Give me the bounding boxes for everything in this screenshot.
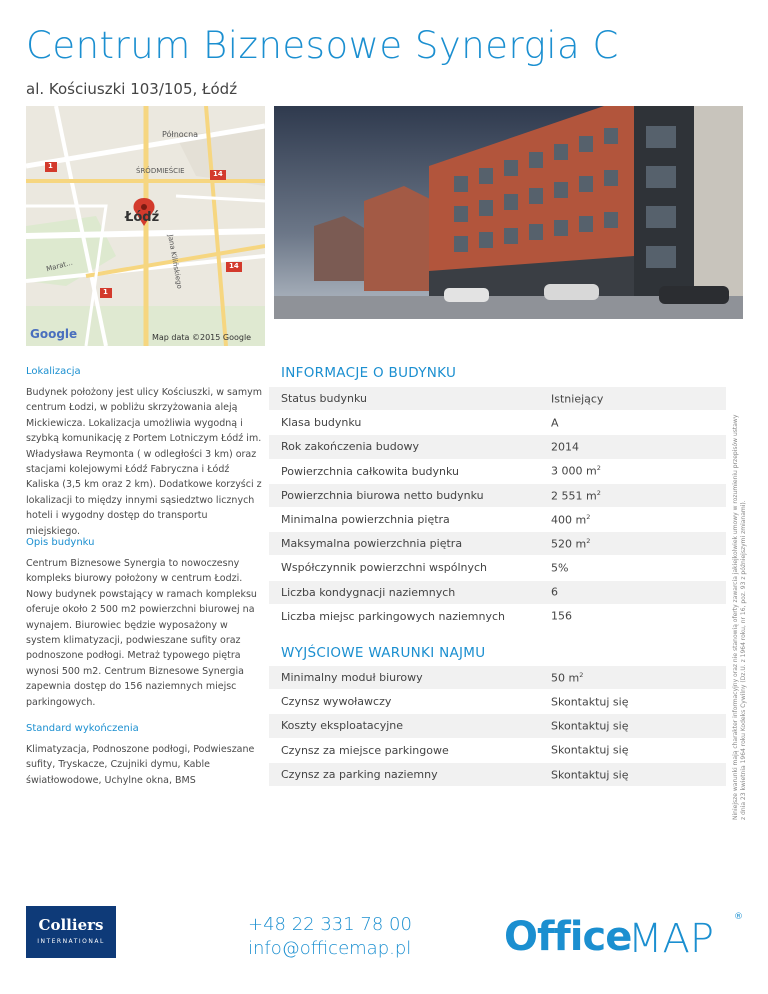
map-graphic (26, 106, 265, 346)
google-logo: Google (30, 327, 78, 341)
map-road-14b: 14 (229, 262, 239, 270)
row-value: 156 (551, 610, 572, 624)
row-label: Klasa budynku (281, 416, 362, 430)
row-label: Maksymalna powierzchnia piętra (281, 537, 463, 551)
row-value: Skontaktuj się (551, 695, 629, 709)
row-value: 5% (551, 561, 569, 575)
colliers-logo-sub: INTERNATIONAL (37, 938, 105, 945)
row-value: 3 000 $m^2$ (551, 464, 601, 478)
row-value: Istniejący (551, 392, 604, 406)
officemap-logo (500, 912, 750, 972)
row-value: 6 (551, 585, 558, 599)
map-label-marat: Marat... (45, 258, 74, 274)
description-text: Centrum Biznesowe Synergia to nowoczesny kompleks biurowy położony w centrum Łodzi. Nowy budynek powstający w ramach kompleksu oferuje około 2 500 m2 powierzchni biurowej na wynajem. Biurowiec będzie wyposażony w system klimatyzacji, podwieszane sufity oraz podnoszone podłogi. Metraż typowego piętra wynosi 500 m2. Centrum Biznesowe Synergia zapewnia dostęp do 156 naziemnych miejsc parkingowych. (26, 558, 257, 708)
map-road-14a: 14 (213, 170, 223, 178)
table-row (269, 690, 726, 714)
building-photo (274, 106, 743, 319)
row-label: Czynsz wywoławczy (281, 695, 392, 709)
description-section (26, 537, 264, 710)
row-label: Czynsz za miejsce parkingowe (281, 743, 449, 757)
row-value: 50 $m^2$ (551, 670, 584, 685)
table-row (269, 411, 726, 435)
table-row (269, 556, 726, 580)
colliers-logo (26, 906, 116, 958)
row-label: Status budynku (281, 392, 367, 406)
location-section (26, 366, 264, 539)
map-label-polnocna: Północna (162, 130, 199, 139)
rent-terms-table (269, 666, 726, 787)
table-row (269, 532, 726, 556)
row-value: 520 $m^2$ (551, 536, 591, 551)
officemap-logo-map: MAP (628, 916, 714, 962)
map-road-1b: 1 (103, 288, 108, 296)
row-label: Współczynnik powierzchni wspólnych (281, 561, 488, 575)
row-label: Powierzchnia całkowita budynku (281, 464, 460, 478)
row-label: Rok zakończenia budowy (281, 440, 419, 454)
officemap-logo-office: Office (504, 914, 632, 960)
finish-standard-section (26, 723, 264, 788)
colliers-logo-name: Colliers (38, 916, 104, 934)
location-text: Budynek położony jest ulicy Kościuszki, w samym centrum Łodzi, w pobliżu skrzyżowania aleją Mickiewicza. Lokalizacja umożliwia wygodną i szybką komunikację z Portem Lotniczym Łódź im. Władysława Reymonta ( w odległości 3 km) oraz stacjami kolejowymi Łódź Fabryczna i Łódź Kaliska (3,5 km oraz 2 km). Dodatkowe korzyści z lokalizacji to między innymi sąsiedztwo licznych hoteli i wygodny dostęp do transportu miejskiego. (26, 387, 262, 537)
table-row (269, 484, 726, 508)
contact-email[interactable]: info@officemap.pl (248, 938, 412, 959)
row-label: Liczba kondygnacji naziemnych (281, 585, 456, 599)
table-row (269, 581, 726, 605)
disclaimer-note: Niniejsze warunki mają charakter informacyjny oraz nie stanowią oferty zawarcia jakiejkolwiek umowy w rozumieniu przepisów ustawy z dnia 23 kwietnia 1964 roku Kodeks Cywilny (Dz.U. z 1964 roku, nr 16, poz. 93 z późniejszymi zmianami). (732, 414, 747, 820)
rent-terms-title: WYJŚCIOWE WARUNKI NAJMU (281, 645, 486, 661)
row-value: A (551, 416, 559, 430)
row-label: Czynsz za parking naziemny (281, 767, 438, 781)
table-row (269, 605, 726, 629)
row-label: Minimalny moduł biurowy (281, 671, 423, 685)
table-row (269, 387, 726, 411)
map-credit: Map data ©2015 Google (152, 333, 252, 342)
building-info-title: INFORMACJE O BUDYNKU (281, 365, 457, 381)
row-label: Koszty eksploatacyjne (281, 719, 404, 733)
row-label: Liczba miejsc parkingowych naziemnych (281, 609, 506, 623)
row-label: Minimalna powierzchnia piętra (281, 513, 450, 527)
building-photo-graphic (274, 106, 743, 319)
building-info-table (269, 387, 726, 629)
map-label-city: Łódź (125, 210, 160, 225)
map-label-srodmiescie: ŚRÓDMIEŚCIE (136, 167, 185, 175)
row-value: 2014 (551, 440, 579, 454)
building-address: al. Kościuszki 103/105, Łódź (26, 80, 238, 98)
location-map[interactable] (26, 106, 265, 346)
row-value: Skontaktuj się (551, 768, 629, 782)
finish-standard-text: Klimatyzacja, Podnoszone podłogi, Podwieszane sufity, Tryskacze, Czujniki dymu, Kable światłowodowe, Uchylne okna, BMS (26, 744, 255, 786)
contact-phone[interactable]: +48 22 331 78 00 (248, 914, 412, 935)
description-heading: Opis budynku (26, 537, 95, 548)
row-value: Skontaktuj się (551, 743, 629, 757)
page-title: Centrum Biznesowe Synergia C (26, 24, 619, 67)
map-road-1a: 1 (48, 162, 53, 170)
table-row (269, 739, 726, 763)
registered-mark: ® (734, 912, 743, 922)
table-row (269, 435, 726, 459)
table-row (269, 508, 726, 532)
finish-standard-heading: Standard wykończenia (26, 723, 139, 734)
row-value: 2 551 $m^2$ (551, 488, 601, 503)
table-row (269, 460, 726, 484)
row-value: Skontaktuj się (551, 719, 629, 733)
table-row (269, 763, 726, 787)
location-heading: Lokalizacja (26, 366, 81, 377)
row-value: 400 $m^2$ (551, 512, 591, 527)
table-row (269, 714, 726, 738)
row-label: Powierzchnia biurowa netto budynku (281, 488, 484, 502)
map-label-jana: Jana Kilińskiego (166, 234, 184, 290)
table-row (269, 666, 726, 690)
